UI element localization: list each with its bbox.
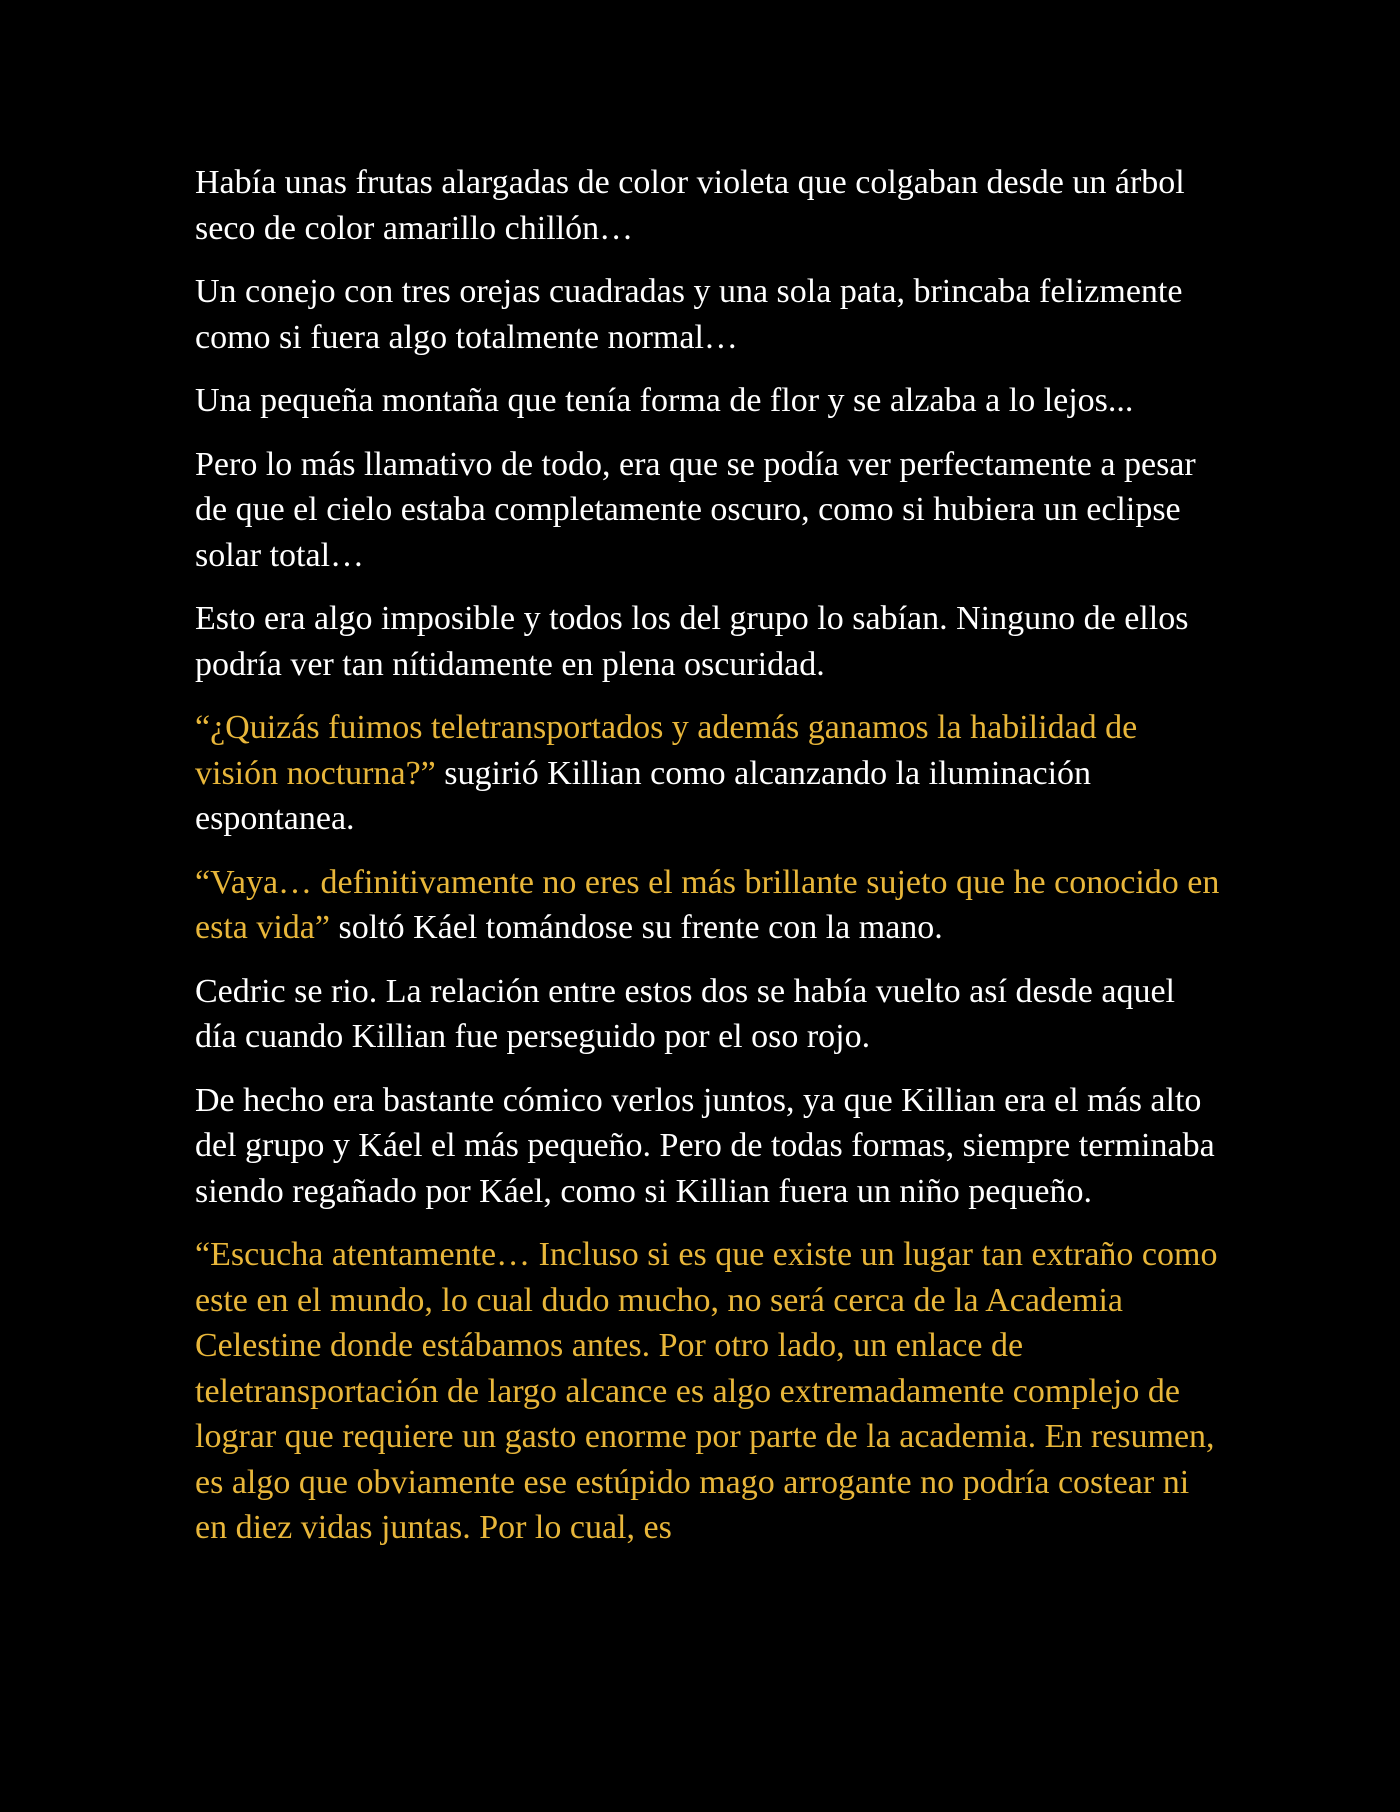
dialogue-text: “¿Quizás fuimos teletransportados y además ganamos la habilidad de visión nocturna?”	[195, 709, 1138, 792]
narration-text: Había unas frutas alargadas de color violeta que colgaban desde un árbol seco de color amarillo chillón…	[195, 164, 1185, 247]
paragraph-5	[195, 596, 1225, 687]
narration-text: Una pequeña montaña que tenía forma de flor y se alzaba a lo lejos...	[195, 382, 1134, 419]
narration-text: Esto era algo imposible y todos los del grupo lo sabían. Ninguno de ellos podría ver tan nítidamente en plena oscuridad.	[195, 600, 1189, 683]
narration-text: Pero lo más llamativo de todo, era que se podía ver perfectamente a pesar de que el cielo estaba completamente oscuro, como si hubiera un eclipse solar total…	[195, 445, 1196, 574]
paragraph-1	[195, 160, 1225, 251]
paragraph-4	[195, 442, 1225, 579]
narration-text: sugirió Killian como alcanzando la iluminación espontanea.	[195, 754, 1092, 837]
paragraph-2	[195, 269, 1225, 360]
paragraph-3	[195, 378, 1225, 424]
paragraph-6	[195, 705, 1225, 842]
paragraph-7	[195, 860, 1225, 951]
document-page	[195, 160, 1225, 1569]
narration-text: Cedric se rio. La relación entre estos dos se había vuelto así desde aquel día cuando Killian fue perseguido por el oso rojo.	[195, 972, 1175, 1055]
paragraph-10	[195, 1232, 1225, 1551]
narration-text: De hecho era bastante cómico verlos juntos, ya que Killian era el más alto del grupo y Káel el más pequeño. Pero de todas formas, siempre terminaba siendo regañado por Káel, como si Killian fuera un niño pequeño.	[195, 1081, 1215, 1210]
dialogue-text: “Vaya… definitivamente no eres el más brillante sujeto que he conocido en esta vida”	[195, 863, 1220, 946]
dialogue-text: “Escucha atentamente… Incluso si es que existe un lugar tan extraño como este en el mundo, lo cual dudo mucho, no será cerca de la Academia Celestine donde estábamos antes. Por otro lado, un enlace de teletransportación de largo alcance es algo extremadamente complejo de lograr que requiere un gasto enorme por parte de la academia. En resumen, es algo que obviamente ese estúpido mago arrogante no podría costear ni en diez vidas juntas. Por lo cual, es	[195, 1236, 1218, 1546]
narration-text: Un conejo con tres orejas cuadradas y una sola pata, brincaba felizmente como si fuera algo totalmente normal…	[195, 273, 1183, 356]
paragraph-9	[195, 1078, 1225, 1215]
paragraph-8	[195, 969, 1225, 1060]
narration-text: soltó Káel tomándose su frente con la mano.	[330, 909, 943, 946]
